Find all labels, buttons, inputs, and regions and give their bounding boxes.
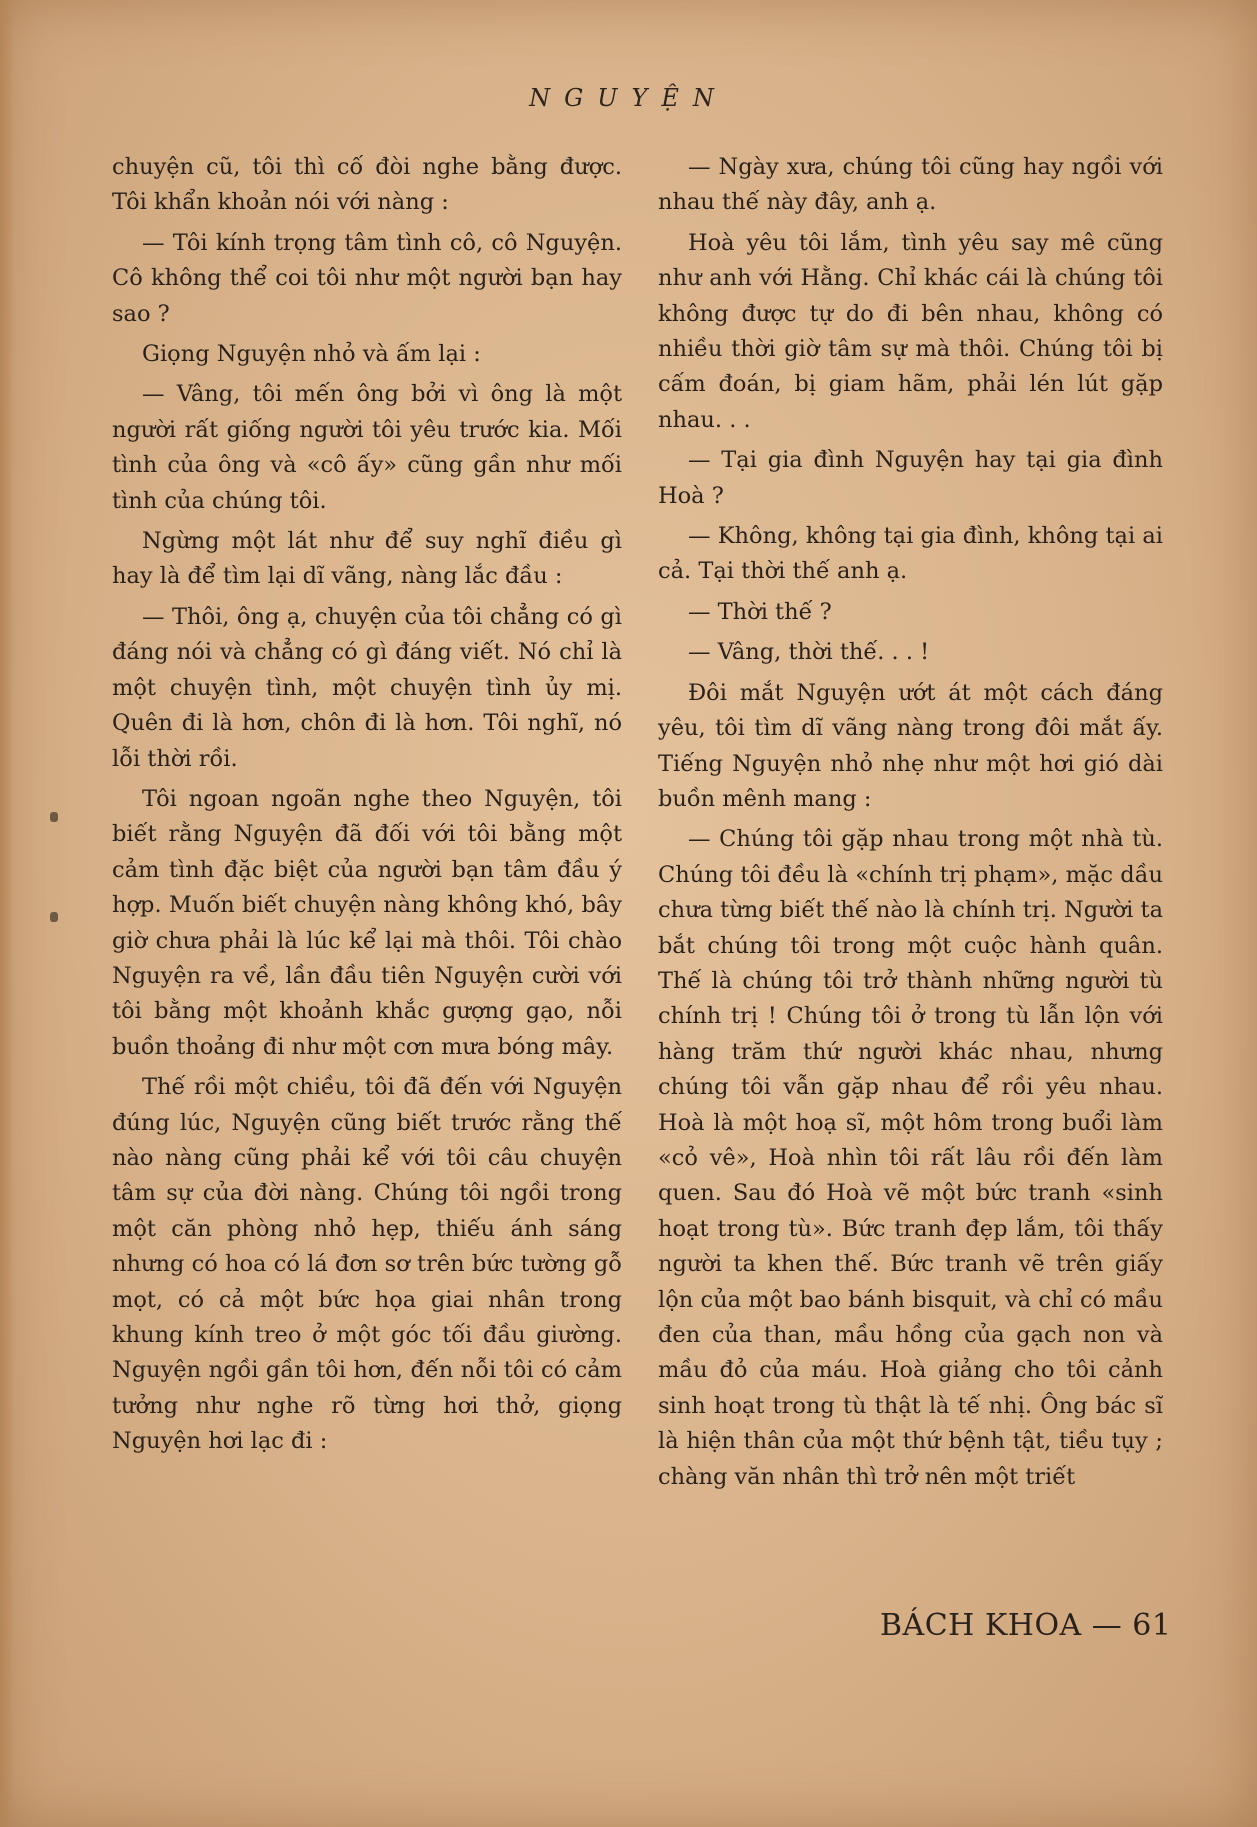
- page-fold-shadow: [0, 0, 14, 1827]
- running-title: NGUYỆN: [529, 84, 728, 112]
- paragraph: chuyện cũ, tôi thì cố đòi nghe bằng được. Tôi khẩn khoản nói với nàng :: [112, 154, 622, 216]
- left-column: [112, 150, 622, 1465]
- paragraph: Hoà yêu tôi lắm, tình yêu say mê cũng như anh với Hằng. Chỉ khác cái là chúng tôi không được tự do đi bên nhau, không có nhiều thời giờ tâm sự mà thôi. Chúng tôi bị cấm đoán, bị giam hãm, phải lén lút gặp nhau. . .: [658, 229, 1163, 433]
- page-number: 61: [1132, 1608, 1172, 1643]
- paragraph: — Tại gia đình Nguyện hay tại gia đình Hoà ?: [658, 447, 1163, 509]
- paragraph: — Tôi kính trọng tâm tình cô, cô Nguyện. Cô không thể coi tôi như một người bạn hay sao ?: [112, 229, 622, 327]
- paragraph: Giọng Nguyện nhỏ và ấm lại :: [142, 341, 481, 368]
- page-footer: [880, 1608, 1171, 1643]
- paragraph: — Chúng tôi gặp nhau trong một nhà tù. Chúng tôi đều là «chính trị phạm», mặc dầu chưa từng biết thế nào là chính trị. Người ta bắt chúng tôi trong một cuộc hành quân. Thế là chúng tôi trở thành những người tù chính trị ! Chúng tôi ở trong tù lẫn lộn với hàng trăm thứ người khác nhau, nhưng chúng tôi vẫn gặp nhau để rồi yêu nhau. Hoà là một hoạ sĩ, một hôm trong buổi làm «cỏ vê», Hoà nhìn tôi rất lâu rồi đến làm quen. Sau đó Hoà vẽ một bức tranh «sinh hoạt trong tù». Bức tranh đẹp lắm, tôi thấy người ta khen thế. Bức tranh vẽ trên giấy lộn của một bao bánh bisquit, và chỉ có mầu đen của than, mầu hồng của gạch non và mầu đỏ của máu. Hoà giảng cho tôi cảnh sinh hoạt trong tù thật là tế nhị. Ông bác sĩ là hiện thân của một thứ bệnh tật, tiều tụy ; chàng văn nhân thì trở nên một triết: [658, 826, 1163, 1490]
- paragraph: Đôi mắt Nguyện ướt át một cách đáng yêu, tôi tìm dĩ vãng nàng trong đôi mắt ấy. Tiếng Nguyện nhỏ nhẹ như một hơi gió dài buồn mênh mang :: [658, 679, 1163, 812]
- paragraph: — Không, không tại gia đình, không tại ai cả. Tại thời thế anh ạ.: [658, 523, 1163, 585]
- footer-dash: —: [1091, 1608, 1123, 1643]
- margin-speck: [50, 812, 58, 822]
- magazine-name: BÁCH KHOA: [880, 1608, 1082, 1643]
- paragraph: — Thôi, ông ạ, chuyện của tôi chẳng có gì đáng nói và chẳng có gì đáng viết. Nó chỉ là một chuyện tình, một chuyện tình ủy mị. Quên đi là hơn, chôn đi là hơn. Tôi nghĩ, nó lỗi thời rồi.: [112, 603, 622, 772]
- paragraph: — Vâng, tôi mến ông bởi vì ông là một người rất giống người tôi yêu trước kia. Mối tình của ông và «cô ấy» cũng gần như mối tình của chúng tôi.: [112, 381, 622, 514]
- paragraph: — Ngày xưa, chúng tôi cũng hay ngồi với nhau thế này đây, anh ạ.: [658, 154, 1163, 216]
- paragraph: — Vâng, thời thế. . . !: [688, 639, 930, 666]
- right-column: [658, 150, 1163, 1500]
- paragraph: Tôi ngoan ngoãn nghe theo Nguyện, tôi biết rằng Nguyện đã đối với tôi bằng một cảm tình đặc biệt của người bạn tâm đầu ý hợp. Muốn biết chuyện nàng không khó, bây giờ chưa phải là lúc kể lại mà thôi. Tôi chào Nguyện ra về, lần đầu tiên Nguyện cười với tôi bằng một khoảnh khắc gượng gạo, nỗi buồn thoảng đi như một cơn mưa bóng mây.: [112, 785, 622, 1060]
- paragraph: — Thời thế ?: [688, 598, 832, 625]
- paragraph: Ngừng một lát như để suy nghĩ điều gì hay là để tìm lại dĩ vãng, nàng lắc đầu :: [112, 528, 622, 590]
- margin-speck: [50, 912, 58, 922]
- paragraph: Thế rồi một chiều, tôi đã đến với Nguyện đúng lúc, Nguyện cũng biết trước rằng thế nào nàng cũng phải kể với tôi câu chuyện tâm sự của đời nàng. Chúng tôi ngồi trong một căn phòng nhỏ hẹp, thiếu ánh sáng nhưng có hoa có lá đơn sơ trên bức tường gỗ mọt, có cả một bức họa giai nhân trong khung kính treo ở một góc tối đầu giường. Nguyện ngồi gần tôi hơn, đến nỗi tôi có cảm tưởng như nghe rõ từng hơi thở, giọng Nguyện hơi lạc đi :: [112, 1074, 622, 1455]
